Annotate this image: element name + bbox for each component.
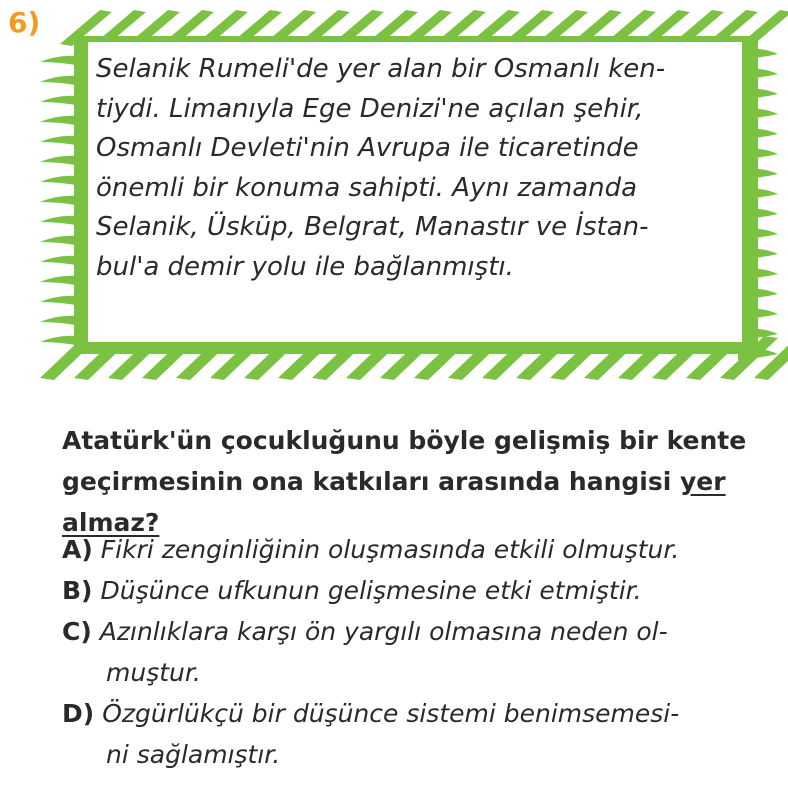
passage-line: Selanik Rumeli'de yer alan bir Osmanlı ken- [96, 54, 666, 84]
question-stem [62, 420, 772, 543]
option-text: Özgürlükçü bir düşünce sistemi benimsemesi- [102, 699, 680, 728]
option-letter: A) [62, 535, 93, 564]
passage-line: önemli bir konuma sahipti. Aynı zamanda [96, 172, 638, 203]
option-text-continued: muştur. [106, 658, 201, 687]
question-line: Atatürk'ün çocukluğunu böyle gelişmiş bir kente [62, 426, 747, 455]
option-letter: B) [62, 576, 93, 605]
option-text: Düşünce ufkunun gelişmesine etki etmiştir. [100, 576, 642, 605]
option-a[interactable] [62, 529, 782, 570]
question-number: 6) [8, 6, 41, 39]
answer-options [62, 529, 782, 775]
passage-line: Selanik, Üsküp, Belgrat, Manastır ve İstan- [96, 212, 649, 242]
option-letter: D) [62, 699, 95, 728]
question-underlined-word: yer [680, 467, 726, 496]
option-text: Azınlıklara karşı ön yargılı olmasına neden ol- [99, 617, 668, 646]
option-text-continued: ni sağlamıştır. [106, 740, 281, 769]
passage-line: tiydi. Limanıyla Ege Denizi'ne açılan şehir, [96, 93, 644, 124]
question-underlined-word: almaz? [62, 508, 160, 537]
option-d[interactable] [62, 693, 782, 775]
option-c[interactable] [62, 611, 782, 693]
question-line [62, 461, 772, 502]
option-text: Fikri zenginliğinin oluşmasında etkili olmuştur. [100, 535, 680, 564]
question-text: geçirmesinin ona katkıları arasında hangisi [62, 467, 680, 496]
option-letter: C) [62, 617, 92, 646]
passage-line: bul'a demir yolu ile bağlanmıştı. [96, 251, 514, 282]
passage-line: Osmanlı Devleti'nin Avrupa ile ticaretinde [96, 133, 639, 163]
passage-text [96, 50, 736, 287]
option-b[interactable] [62, 570, 782, 611]
